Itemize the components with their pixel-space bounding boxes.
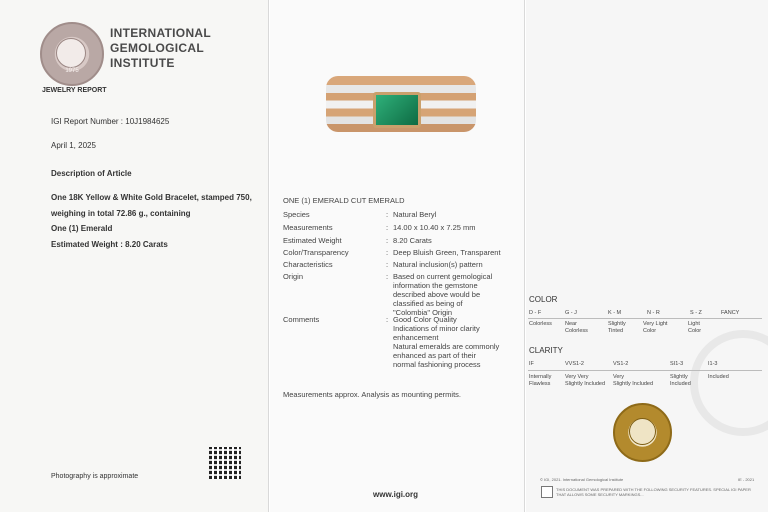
institute-name [110,26,211,71]
photo-note: Photography is approximate [51,473,139,480]
org-line-2: GEMOLOGICAL [110,41,204,55]
color-transparency-label: Color/Transparency [283,248,349,257]
description-line: weighing in total 72.86 g., containing [51,209,191,218]
colon: : [386,236,389,245]
gold-igi-seal-logo [613,403,672,462]
characteristics-label: Characteristics [283,260,333,269]
color-desc: Near Colorless [565,321,588,334]
color-grade: FANCY [721,310,740,316]
origin-line: described above would be [393,290,481,299]
clarity-heading: CLARITY [529,346,563,355]
clarity-grade: SI1-3 [670,361,684,367]
colon: : [386,315,389,324]
clarity-grade: IF [529,361,534,367]
colon: : [386,223,389,232]
species-value: Natural Beryl [393,210,437,219]
color-desc: Colorless [529,321,552,327]
divider [528,370,762,371]
document-code: IE - 2021 [738,477,755,482]
origin-line: "Colombia" Origin [393,308,453,317]
report-left-panel [0,0,269,512]
characteristics-value: Natural inclusion(s) pattern [393,260,483,269]
igi-seal-logo [40,22,104,86]
color-grade: N - R [647,310,660,316]
report-type: JEWELRY REPORT [42,87,107,94]
seal-center-icon [56,38,86,68]
stone-title: ONE (1) EMERALD CUT EMERALD [283,196,405,205]
report-date: April 1, 2025 [51,141,96,150]
clarity-desc: Internally Flawless [529,374,552,387]
description-line: One (1) Emerald [51,224,113,233]
clarity-grade: VS1-2 [613,361,629,367]
comment-line: normal fashioning process [393,360,481,369]
colon: : [386,248,389,257]
measurements-note: Measurements approx. Analysis as mounting permits. [283,390,461,399]
color-grade: K - M [608,310,622,316]
color-transparency-value: Deep Bluish Green, Transparent [393,248,501,257]
color-grade: G - J [565,310,577,316]
color-desc: Very Light Color [643,321,668,334]
emerald-stone-photo [373,92,421,128]
comment-line: Good Color Quality [393,315,457,324]
color-desc: Slightly Tinted [608,321,626,334]
comments-label: Comments [283,315,320,324]
origin-value [393,272,523,317]
comment-line: Natural emeralds are commonly [393,342,500,351]
species-label: Species [283,210,310,219]
clarity-desc: Slightly Included [670,374,691,387]
comments-value [393,315,523,369]
description-line: Estimated Weight : 8.20 Carats [51,240,168,249]
colon: : [386,210,389,219]
divider [528,318,762,319]
disclaimer: THIS DOCUMENT WAS PREPARED WITH THE FOLLOWING SECURITY FEATURES. SPECIAL IGI PAPER THAT ALLOWS SOME SECURITY MARKINGS... [556,487,751,497]
comment-line: enhanced as part of their [393,351,476,360]
copyright: © IGI, 2021. International Gemological Institute [540,477,624,482]
colon: : [386,272,389,281]
clarity-desc: Included [708,374,729,380]
clarity-grade: I1-3 [708,361,718,367]
security-icon [541,486,553,498]
origin-line: information the gemstone [393,281,478,290]
description-heading: Description of Article [51,169,132,178]
description-line: One 18K Yellow & White Gold Bracelet, stamped 750, [51,193,252,202]
weight-value: 8.20 Carats [393,236,432,245]
color-grade: D - F [529,310,542,316]
clarity-grade: VVS1-2 [565,361,584,367]
comment-line: Indications of minor clarity [393,324,480,333]
measurements-label: Measurements [283,223,333,232]
comment-line: enhancement [393,333,439,342]
website-link[interactable]: www.igi.org [373,490,419,499]
report-number: IGI Report Number : 10J1984625 [51,117,170,126]
origin-label: Origin [283,272,304,281]
qr-code-pattern [209,447,241,479]
origin-line: Based on current gemological [393,272,493,281]
origin-line: classified as being of [393,299,463,308]
measurements-value: 14.00 x 10.40 x 7.25 mm [393,223,476,232]
org-line-3: INSTITUTE [110,56,175,70]
colon: : [386,260,389,269]
clarity-desc: Very Very Slightly Included [565,374,606,387]
org-line-1: INTERNATIONAL [110,26,212,40]
color-grade: S - Z [690,310,702,316]
weight-label: Estimated Weight [283,236,342,245]
clarity-desc: Very Slightly Included [613,374,654,387]
seal-center-icon [629,418,656,445]
seal-year: 1975 [65,68,79,74]
color-desc: Light Color [688,321,702,334]
color-heading: COLOR [529,295,558,304]
